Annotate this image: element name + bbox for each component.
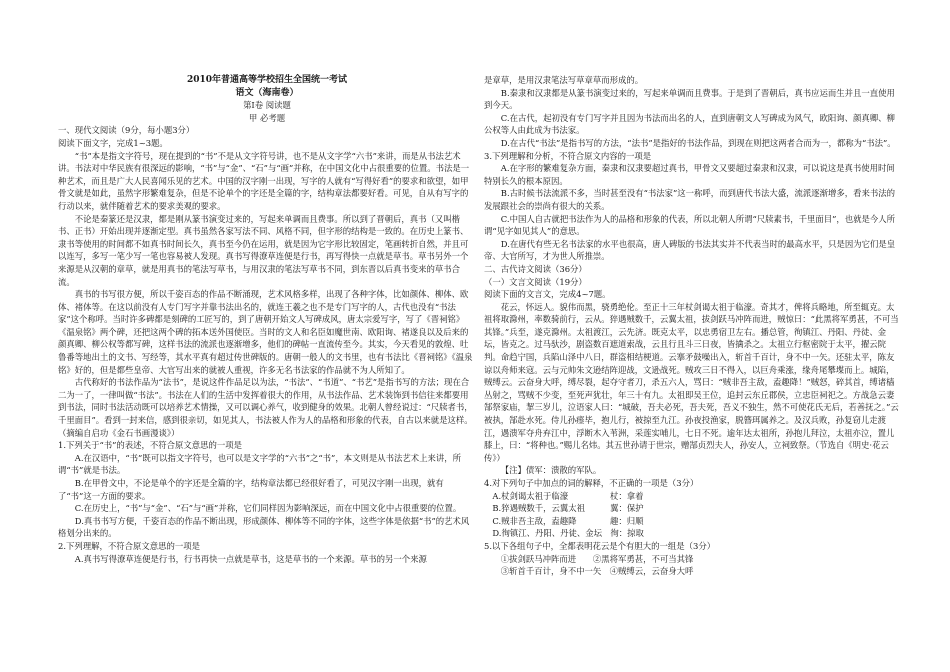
left-paragraph-15: 2.下列理解，不符合原文意思的一项是: [58, 540, 200, 551]
right-paragraph-4: 3.下列理解和分析，不符合原文内容的一项是: [484, 150, 652, 161]
right-paragraph-1: B.秦隶和汉隶都是从篆书演变过来的，写起来单调而且费事。于是到了晋朝后，真书应运而生并且一直使用到今天。: [484, 87, 895, 111]
left-paragraph-4: 一、现代文阅读（9分，每小题3分）: [58, 125, 195, 136]
right-paragraph-17: C.贼非吾主敌，盍趣降 趣：归顺: [492, 515, 644, 526]
right-paragraph-20: ①拔剑跃马冲阵而进 ②黑将军勇甚，不可当其锋: [500, 553, 694, 564]
left-paragraph-2: 第Ⅰ卷 阅读题: [243, 100, 291, 111]
right-paragraph-14: 4.对下列句子中加点的词的解释，不正确的一项是（3分）: [484, 478, 699, 488]
right-paragraph-0: 是章草，是用汉隶笔法写草章草而形成的。: [484, 75, 644, 85]
right-paragraph-6: B.古时候书法流派不多，当时甚至没有“书法家”这一称呼，而到唐代书法大盛，流派逐渐增多，看来书法的发展跟社会的崇尚有很大的关系。: [484, 188, 896, 211]
left-paragraph-5: 阅读下面文字，完成1~3题。: [58, 137, 168, 148]
right-paragraph-8: D.在唐代有些无名书法家的水平也很高，唐人碑版的书法其实并不代表当时的最高水平，只是因为它们是皇帝、大官所写，才为世人所推崇。: [484, 238, 896, 262]
left-paragraph-6: “书”本是指文字符号，现在提到的“书”不是从文字符号讲，也不是从文字学“六书”来讲，而是从书法艺术讲。书法对中华民族有很深远的影响，“书”与“金”、“石”与“画”并称，在中国文化中占很重要的位置。书法是一种艺术，而且是广大人民喜闻乐见的艺术。中国的汉字刚一出现，写字的人就有“写得好看”的要求和欲望，如甲骨文就是如此，虽然字形繁难复杂，但是不论单个的字还是全篇的字，结构章法都要好看。可见，自从有写字的行动以来，就伴随着艺术的要求美观的要求。: [58, 150, 470, 211]
left-paragraph-14: D.真书书写方便，千姿百态的作品不断出现，形成颜体、柳体等不同的字体，这些字体是依据“书”的艺术风格划分出来的。: [58, 515, 470, 539]
right-paragraph-13: 【注】债军：溃散的军队。: [500, 465, 602, 476]
right-paragraph-9: 二、古代诗文阅读（36分）: [484, 263, 587, 274]
right-paragraph-12: 花云，怀远人。貌伟而黑，骁勇绝伦。至正十三年杖剑谒太祖于临濠。奇其才，俾将兵略地，所至辄克。太祖将取滁州，率数骑前行，云从。猝遇贼数千，云翼太祖，拔剑跃马冲阵而进，贼惊曰：“此黑将军勇甚，不可当其锋。”兵至，遂克滁州。太祖渡江，云先济。既克太平，以忠勇宿卫左右。播总管，徇镇江、丹阳、丹徒、金坛，皆克之。过马驮沙，剧盗数百遮道索战，云且行且斗三日夜，皆擒杀之。太祖立行枢密院于太平，擢云院判。命趋宁国，兵陷山泽中八日，群盗相结梗道。云搴矛鼓噪出入，斩首千百计，身不中一矢。还驻太平，陈友谅以舟师来寇。云与元帅朱文逊结阵迎战，文逊战死。贼攻三日不得入，以巨舟乘涨，缘舟尾攀堞而上。城陷，贼缚云。云奋身大呼，缚尽裂，起夺守者刀，杀五六人，骂曰：“贼非吾主敌，盍趣降！”贼怒，碎其首，缚诸樯丛射之，骂贼不少变，至死声犹壮，年三十有九。太祖即吴王位，追封云东丘郡侯，立忠臣祠祀之。方战急云妻郜祭家庙，挈三岁儿，泣语家人曰：“城破，吾夫必死，吾夫死，吾义不独生，然不可使花氏无后，若善抚之。”云被执，郜赴水死。侍儿孙瘗毕，抱儿行，被掠至九江。孙夜投渔家，脱簪珥属养之。及汉兵败，孙复窃儿走渡江，遇溃军夺舟弃江中，浮断木入苇洲，采莲实哺儿，七日不死。逾年达太祖所，孙抱儿拜泣，太祖亦泣，置儿膝上，曰：“将种也。”赐儿名炜。其五世孙请于世宗，赠郜贞烈夫人，孙安人，立祠致祭。（节选自《明史·花云传》）: [484, 301, 899, 463]
right-paragraph-10: （一）文言文阅读（19分）: [484, 276, 587, 287]
right-paragraph-18: D.徇镇江、丹阳、丹徒、金坛 徇：掠取: [492, 528, 644, 539]
right-paragraph-7: C.中国人自古就把书法作为人的品格和形象的代表，所以北朝人所谓“尺牍素书，千里面目”，也就是今人所谓“见字如见其人”的意思。: [484, 213, 896, 237]
right-paragraph-16: B.猝遇贼数千，云翼太祖 翼：保护: [492, 503, 644, 514]
left-paragraph-16: A.真书写得潦草连便是行书，行书再快一点就是草书，这是草书的一个来源。草书的另一个来源: [74, 553, 427, 564]
right-paragraph-5: A.在字形的繁难复杂方面，秦隶和汉隶要超过真书，甲骨文又要超过秦隶和汉隶，可以说这是真书使用时间特别长久的根本原因。: [484, 163, 895, 186]
right-column: [484, 0, 902, 578]
left-paragraph-0: 2010年普通高等学校招生全国统一考试: [186, 75, 348, 85]
right-paragraph-11: 阅读下面的文言文，完成4~7题。: [484, 289, 611, 300]
left-paragraph-8: 真书的书写很方便，所以千姿百态的作品不断涌现，艺术风格多样，出现了各种字体，比如颜体、柳体、欧体、褚体等。在这以前没有人专门写字并靠书法出名的，就连王羲之也不是专门写字的人，古代也没有“书法家”这个称呼。当时许多碑都是刻碑的工匠写的，到了唐朝开始文人写碑成风，唐太宗爱写字，写了《晋祠铭》《温泉铭》两个碑，还把这两个碑的拓本送外国使臣。当时的文人和名臣如魔世南、欧阳询、褚遂良以及后来的颜真卿、柳公权等都写碑，这样书法的流派也逐渐增多，他们的碑帖一直流传至今。其实，今天看见的敦煌、吐鲁番等地出土的文书、写经等，其水平真有超过传世碑版的。唐朝一般人的文书里，也有书法比《晋祠铭》《温泉铭》好的，但是都些皇帝、大官写出来的就被人重视，许多无名书法家的作品就不为人所知了。: [58, 289, 473, 375]
left-column: [58, 0, 476, 565]
right-paragraph-21: ③斩首千百计，身不中一矢 ④贼缚云，云奋身大呼: [500, 566, 694, 577]
right-paragraph-15: A.杖剑谒太祖于临濠 杖：拿着: [492, 490, 644, 501]
left-paragraph-9: 古代称好的书法作品为“法书”，是说这件作品足以为法，“书法”、“书道”、“书艺”是指书写的方法；现在合二为一了，一律叫做“书法”。书法在人们的生活中发挥着很大的作用，从书法作品、艺术装饰到书信往来都要用到书法，同时书法活动既可以培养艺术情操，又可以调心养气，收到健身的效果。北朝人曾经说过：“尺牍者书，千里面目”。看到一封来信，感到很亲切，如见其人，书法被人作为人的品格和形象的代表，自古以来就是这样。（摘编自启功《金石书画漫谈》）: [58, 377, 473, 438]
right-paragraph-2: C.在古代，起初没有专门写字并且因为书法而出名的人，直到唐朝文人写碑成为风气，欧阳询、颜真卿、柳公权等人由此成为书法家。: [484, 112, 895, 136]
right-paragraph-19: 5.以下各组句子中，全都表明花云是个有胆大的一组是（3分）: [484, 540, 716, 551]
left-paragraph-3: 甲 必考题: [248, 112, 286, 123]
left-paragraph-11: A.在汉语中，“书”既可以指文字符号，也可以是文字学的“六书”之“书”，本文则是从书法艺术上来讲，所谓“书”就是书法。: [58, 452, 461, 476]
left-paragraph-7: 不论是秦篆还是汉隶，都是刚从篆书演变过来的，写起来单调而且费事。所以到了晋朝后，真书（又叫楷书、正书）开始出现并逐渐定型。真书虽然各家写法不同、风格不同，但字形的结构是一致的。在历史上篆书、隶书等使用的时间都不如真书时间长久，真书至今仍在运用，就是因为它字形比较固定，笔画转折自然，并且可以连写，多写一笔少写一笔也容易被人发现。真书写得潦草连便是行书，再写得快一点就是草书。草书另外一个来源是从汉朝的章草，就是用真书的笔法写草书，与用汉隶的笔法写草书不同，到东晋以后真书变来的草书合流。: [58, 213, 469, 287]
left-paragraph-12: B.在甲骨文中，不论是单个的字还是全篇的字，结构章法都已经很好看了，可见汉字刚一出现，就有了“书”这一方面的要求。: [58, 478, 444, 501]
left-paragraph-1: 语文（海南卷）: [235, 87, 299, 98]
left-paragraph-10: 1.下列关于“书”的表述，不符合原文意思的一项是: [58, 440, 243, 451]
right-paragraph-3: D.在古代“书法”是指书写的方法，“法书”是指好的书法作品，到现在则把这两者合而为一，都称为“书法”。: [500, 137, 896, 148]
left-paragraph-13: C.在历史上，“书”与“金”、“石”与“画”并称，它们同样因为影响深远，而在中国文化中占很重要的位置。: [74, 503, 462, 514]
